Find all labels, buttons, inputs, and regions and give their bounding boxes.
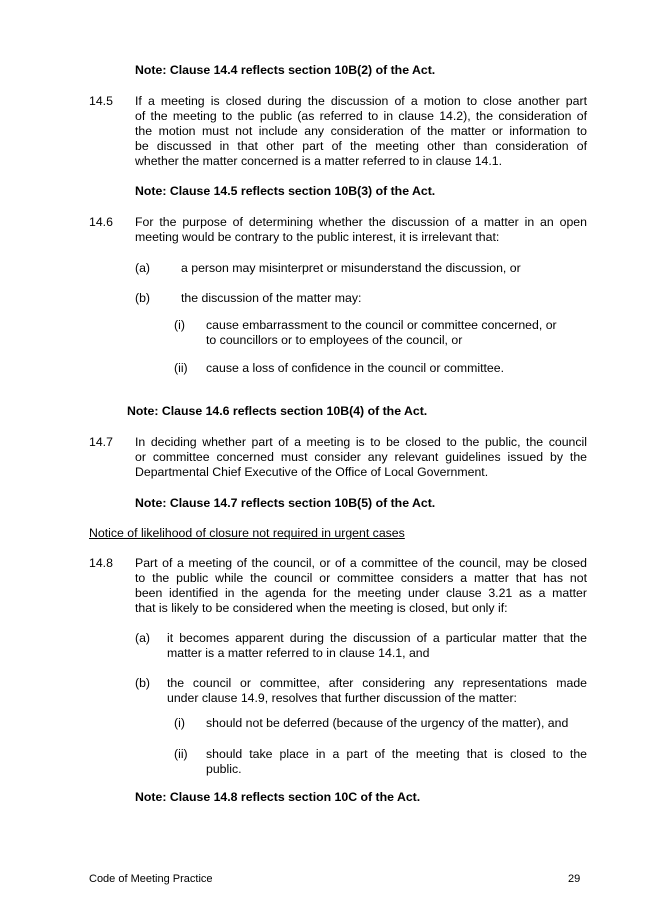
- text-line: matter is a matter referred to in clause 14.1, and: [167, 646, 430, 660]
- text-line: been identified in the agenda for the meeting under clause 3.21 as a matter: [135, 586, 587, 600]
- text-line: be discussed in that other part of the meeting other than consideration of: [135, 139, 587, 153]
- text-line: should take place in a part of the meeting that is closed to the: [206, 747, 587, 761]
- text-line: public.: [206, 762, 242, 776]
- subitem-text-ii: cause a loss of confidence in the council or committee.: [206, 361, 505, 375]
- clause-number-14-8: 14.8: [89, 556, 113, 570]
- text-line: For the purpose of determining whether the discussion of a matter in an open: [135, 215, 587, 229]
- section-heading: Notice of likelihood of closure not required in urgent cases: [89, 526, 405, 540]
- text-line: whether the matter concerned is a matter referred to in clause 14.1.: [135, 154, 503, 168]
- clause-14-5-text: [135, 94, 587, 169]
- note-clause-14-6: Note: Clause 14.6 reflects section 10B(4) of the Act.: [127, 404, 428, 418]
- text-line: the motion must not include any consideration of the matter or information to: [135, 124, 587, 138]
- item-text-a: a person may misinterpret or misunderstand the discussion, or: [181, 261, 521, 275]
- text-line: Departmental Chief Executive of the Office of Local Government.: [135, 465, 489, 479]
- clause-number-14-5: 14.5: [89, 94, 113, 108]
- text-line: to the public while the council or committee considers a matter that has not: [135, 571, 587, 585]
- text-line: In deciding whether part of a meeting is to be closed to the public, the council: [135, 435, 587, 449]
- text-line: If a meeting is closed during the discussion of a motion to close another part: [135, 94, 587, 108]
- page-number: 29: [568, 873, 581, 885]
- subitem-text-i: [206, 318, 587, 348]
- item-label-a: (a): [135, 261, 151, 275]
- subitem-text-ii: [206, 747, 587, 777]
- clause-14-7-text: [135, 435, 587, 480]
- subitem-label-ii: (ii): [174, 747, 188, 761]
- text-line: of the meeting to the public (as referred to in clause 14.2), the consideration of: [135, 109, 587, 123]
- item-text-a: [167, 631, 587, 661]
- item-label-b: (b): [135, 676, 151, 690]
- text-line: the council or committee, after considering any representations made: [167, 676, 587, 690]
- subitem-label-i: (i): [174, 318, 185, 332]
- text-line: or committee concerned must consider any relevant guidelines issued by the: [135, 450, 587, 464]
- clause-14-6-text: [135, 215, 587, 245]
- note-clause-14-8: Note: Clause 14.8 reflects section 10C of the Act.: [135, 790, 421, 804]
- clause-number-14-6: 14.6: [89, 215, 113, 229]
- clause-number-14-7: 14.7: [89, 435, 113, 449]
- item-text-b: the discussion of the matter may:: [181, 291, 362, 305]
- subitem-label-ii: (ii): [174, 361, 188, 375]
- text-line: under clause 14.9, resolves that further discussion of the matter:: [167, 691, 517, 705]
- footer-title: Code of Meeting Practice: [89, 873, 213, 885]
- note-clause-14-4: Note: Clause 14.4 reflects section 10B(2) of the Act.: [135, 63, 436, 77]
- text-line: cause embarrassment to the council or committee concerned, or: [206, 318, 557, 332]
- text-line: that is likely to be considered when the meeting is closed, but only if:: [135, 601, 508, 615]
- note-clause-14-5: Note: Clause 14.5 reflects section 10B(3) of the Act.: [135, 184, 436, 198]
- subitem-text-i: should not be deferred (because of the urgency of the matter), and: [206, 716, 569, 730]
- clause-14-8-text: [135, 556, 587, 616]
- note-clause-14-7: Note: Clause 14.7 reflects section 10B(5) of the Act.: [135, 496, 436, 510]
- text-line: Part of a meeting of the council, or of a committee of the council, may be closed: [135, 556, 587, 570]
- item-text-b: [167, 676, 587, 706]
- text-line: it becomes apparent during the discussion of a particular matter that the: [167, 631, 587, 645]
- text-line: to councillors or to employees of the council, or: [206, 333, 463, 347]
- text-line: meeting would be contrary to the public interest, it is irrelevant that:: [135, 230, 500, 244]
- subitem-label-i: (i): [174, 716, 185, 730]
- item-label-b: (b): [135, 291, 151, 305]
- item-label-a: (a): [135, 631, 151, 645]
